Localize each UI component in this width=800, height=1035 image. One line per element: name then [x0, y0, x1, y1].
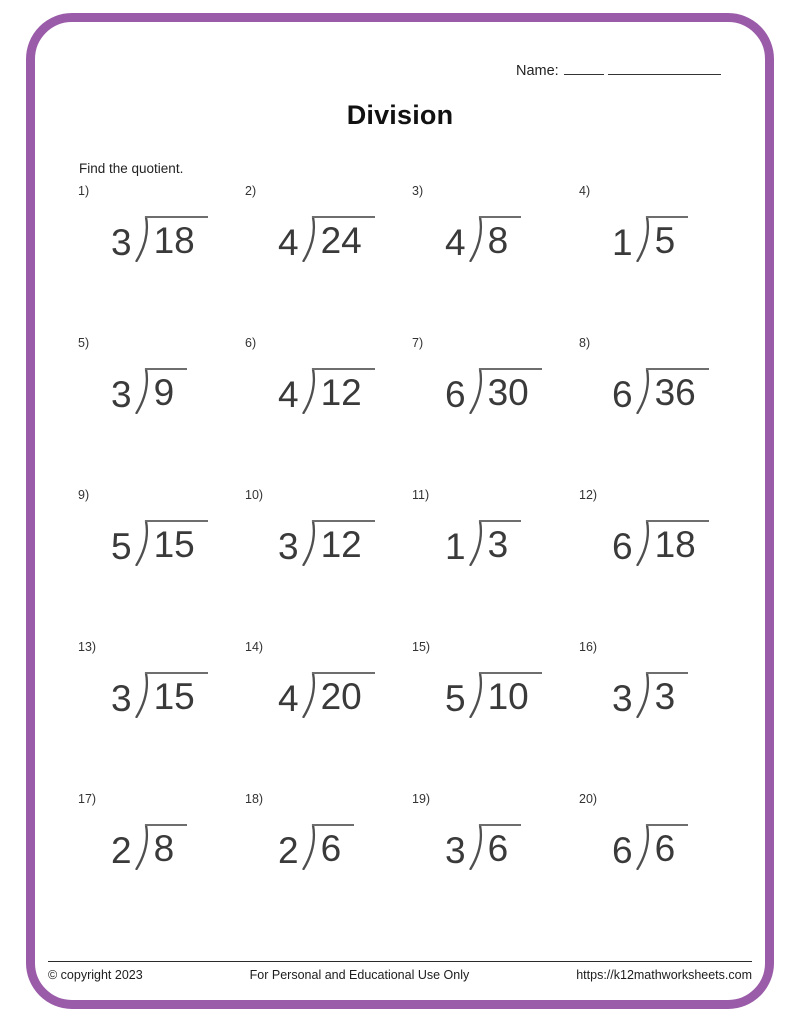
- division-problem: [412, 184, 579, 336]
- dividend: 12: [312, 520, 375, 563]
- long-division-expression: [111, 520, 245, 566]
- long-division-bracket: [300, 216, 375, 262]
- long-division-bracket: [133, 368, 188, 414]
- problem-number: 15): [412, 640, 431, 654]
- problem-number: 13): [78, 640, 97, 654]
- footer-url: https://k12mathworksheets.com: [576, 968, 752, 982]
- long-division-bracket: [467, 216, 522, 262]
- long-division-bracket: [634, 216, 689, 262]
- long-division-bracket: [300, 520, 375, 566]
- long-division-expression: [278, 672, 412, 718]
- dividend: 3: [479, 520, 522, 563]
- problem-number: 2): [245, 184, 257, 198]
- division-problem: [78, 336, 245, 488]
- long-division-expression: [612, 824, 746, 870]
- divisor: 4: [278, 678, 299, 719]
- divisor: 6: [612, 830, 633, 871]
- long-division-expression: [445, 824, 579, 870]
- long-division-expression: [278, 520, 412, 566]
- divisor: 6: [612, 374, 633, 415]
- long-division-expression: [612, 216, 746, 262]
- divisor: 5: [445, 678, 466, 719]
- division-problem: [78, 640, 245, 792]
- dividend: 15: [145, 520, 208, 563]
- dividend: 5: [646, 216, 689, 259]
- problem-number: 8): [579, 336, 591, 350]
- division-problem: [579, 184, 746, 336]
- dividend: 8: [145, 824, 188, 867]
- long-division-expression: [445, 216, 579, 262]
- long-division-bracket: [634, 368, 709, 414]
- problem-number: 18): [245, 792, 264, 806]
- long-division-expression: [111, 672, 245, 718]
- long-division-bracket: [467, 672, 542, 718]
- long-division-expression: [445, 672, 579, 718]
- division-problem: [579, 640, 746, 792]
- divisor: 4: [278, 374, 299, 415]
- problem-number: 5): [78, 336, 90, 350]
- problems-grid: [78, 184, 748, 944]
- divisor: 6: [612, 526, 633, 567]
- long-division-bracket: [133, 216, 208, 262]
- dividend: 20: [312, 672, 375, 715]
- problem-number: 6): [245, 336, 257, 350]
- long-division-expression: [111, 368, 245, 414]
- problem-number: 12): [579, 488, 598, 502]
- problem-number: 9): [78, 488, 90, 502]
- dividend: 10: [479, 672, 542, 715]
- long-division-expression: [278, 824, 412, 870]
- name-label: Name:: [516, 63, 559, 79]
- divisor: 2: [111, 830, 132, 871]
- dividend: 8: [479, 216, 522, 259]
- problem-number: 1): [78, 184, 90, 198]
- divisor: 1: [612, 222, 633, 263]
- long-division-bracket: [300, 672, 375, 718]
- name-blank-line: [564, 59, 604, 75]
- long-division-expression: [278, 368, 412, 414]
- division-problem: [245, 488, 412, 640]
- dividend: 15: [145, 672, 208, 715]
- name-blank-line: [608, 59, 721, 75]
- long-division-expression: [612, 368, 746, 414]
- dividend: 6: [646, 824, 689, 867]
- long-division-bracket: [634, 824, 689, 870]
- long-division-bracket: [300, 368, 375, 414]
- division-problem: [245, 336, 412, 488]
- divisor: 3: [445, 830, 466, 871]
- divisor: 3: [278, 526, 299, 567]
- division-problem: [579, 488, 746, 640]
- long-division-expression: [445, 520, 579, 566]
- division-problem: [78, 184, 245, 336]
- dividend: 6: [312, 824, 355, 867]
- long-division-expression: [278, 216, 412, 262]
- divisor: 3: [111, 678, 132, 719]
- division-problem: [412, 640, 579, 792]
- division-problem: [78, 488, 245, 640]
- long-division-expression: [111, 216, 245, 262]
- division-problem: [412, 792, 579, 944]
- division-problem: [412, 336, 579, 488]
- dividend: 30: [479, 368, 542, 411]
- footer-row: [48, 968, 752, 982]
- problem-number: 4): [579, 184, 591, 198]
- division-problem: [412, 488, 579, 640]
- long-division-bracket: [467, 824, 522, 870]
- divisor: 3: [111, 222, 132, 263]
- long-division-bracket: [300, 824, 355, 870]
- problem-number: 19): [412, 792, 431, 806]
- footer-usage: For Personal and Educational Use Only: [249, 968, 470, 982]
- page-title: Division: [346, 100, 454, 130]
- dividend: 3: [646, 672, 689, 715]
- divisor: 1: [445, 526, 466, 567]
- long-division-expression: [612, 672, 746, 718]
- problem-number: 7): [412, 336, 424, 350]
- division-problem: [78, 792, 245, 944]
- problem-number: 16): [579, 640, 598, 654]
- problem-number: 14): [245, 640, 264, 654]
- divisor: 3: [111, 374, 132, 415]
- footer-copyright: © copyright 2023: [48, 968, 143, 982]
- division-problem: [579, 792, 746, 944]
- dividend: 36: [646, 368, 709, 411]
- long-division-bracket: [634, 672, 689, 718]
- division-problem: [245, 640, 412, 792]
- long-division-bracket: [634, 520, 709, 566]
- divisor: 2: [278, 830, 299, 871]
- problem-number: 11): [412, 488, 430, 502]
- dividend: 12: [312, 368, 375, 411]
- long-division-bracket: [133, 672, 208, 718]
- division-problem: [245, 792, 412, 944]
- division-problem: [579, 336, 746, 488]
- problem-number: 17): [78, 792, 97, 806]
- dividend: 6: [479, 824, 522, 867]
- long-division-bracket: [133, 520, 208, 566]
- problem-number: 10): [245, 488, 264, 502]
- problem-number: 3): [412, 184, 424, 198]
- instruction-text: Find the quotient.: [79, 161, 184, 176]
- name-row: [516, 59, 721, 79]
- long-division-expression: [111, 824, 245, 870]
- divisor: 3: [612, 678, 633, 719]
- divisor: 4: [445, 222, 466, 263]
- footer-divider: [48, 961, 752, 962]
- long-division-expression: [612, 520, 746, 566]
- long-division-bracket: [467, 368, 542, 414]
- divisor: 5: [111, 526, 132, 567]
- dividend: 18: [646, 520, 709, 563]
- divisor: 4: [278, 222, 299, 263]
- dividend: 24: [312, 216, 375, 259]
- dividend: 9: [145, 368, 188, 411]
- footer: [48, 961, 752, 982]
- long-division-bracket: [467, 520, 522, 566]
- divisor: 6: [445, 374, 466, 415]
- long-division-bracket: [133, 824, 188, 870]
- problem-number: 20): [579, 792, 598, 806]
- dividend: 18: [145, 216, 208, 259]
- long-division-expression: [445, 368, 579, 414]
- division-problem: [245, 184, 412, 336]
